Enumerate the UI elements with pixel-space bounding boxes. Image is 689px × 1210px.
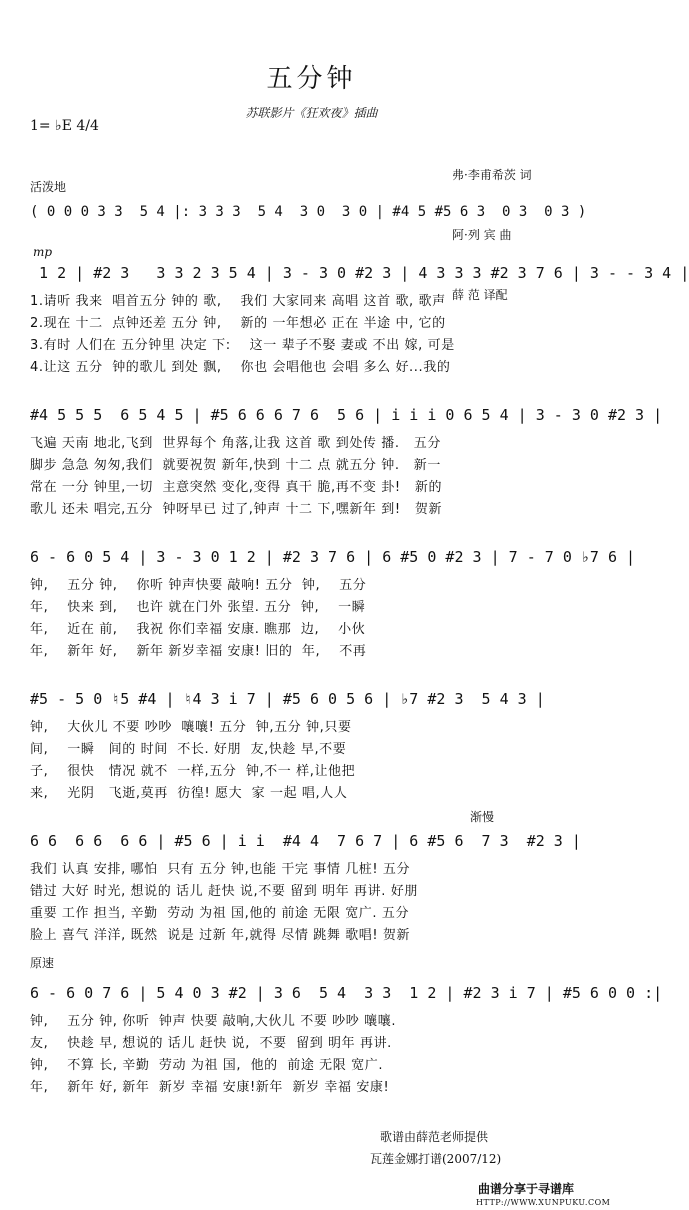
lyrics-row-1-verse-2: 2.现在 十二 点钟还差 五分 钟, 新的 一年想必 正在 半途 中, 它的 (30, 316, 446, 331)
lyrics-row-2-verse-3: 常在 一分 钟里,一切 主意突然 变化,变得 真干 脆,再不变 卦! 新的 (30, 480, 443, 495)
lyrics-row-2-verse-2: 脚步 急急 匆匆,我们 就要祝贺 新年,快到 十二 点 就五分 钟. 新一 (30, 458, 441, 473)
lyrics-row-3-verse-3: 年, 近在 前, 我祝 你们幸福 安康. 瞧那 边, 小伙 (30, 622, 366, 637)
composer-credit: 阿·列 宾 曲 (452, 228, 512, 242)
lyrics-row-2-verse-4: 歌儿 还未 唱完,五分 钟呀早已 过了,钟声 十二 下,嘿新年 到! 贺新 (30, 502, 443, 517)
tempo-change-a-tempo: 原速 (30, 956, 55, 970)
lyrics-row-3-verse-2: 年, 快来 到, 也许 就在门外 张望. 五分 钟, 一瞬 (30, 600, 366, 615)
lyrics-row-4-verse-4: 来, 光阴 飞逝,莫再 彷徨! 愿大 家 一起 唱,人人 (30, 786, 348, 801)
site-url[interactable]: HTTP://WWW.XUNPUKU.COM (476, 1198, 611, 1207)
key-signature: 1= ♭E 4/4 (30, 118, 99, 134)
lyrics-row-4-verse-2: 间, 一瞬 间的 时间 不长. 好朋 友,快趁 早,不要 (30, 742, 347, 757)
melody-row-6: 6 - 6 0 7 6 | 5 4 0 3 #2 | 3 6 5 4 3 3 1 2 | #2 3 i 7 | #5 6 0 0 :| (30, 984, 663, 1002)
lyrics-row-6-verse-3: 钟, 不算 长, 辛勤 劳动 为祖 国, 他的 前途 无限 宽广. (30, 1058, 384, 1073)
lyrics-row-2-verse-1: 飞遍 天南 地北,飞到 世界每个 角落,让我 这首 歌 到处传 播. 五分 (30, 436, 441, 451)
song-subtitle: 苏联影片《狂欢夜》插曲 (245, 106, 378, 120)
dynamic-marking: mp (33, 245, 53, 259)
lyrics-row-1-verse-3: 3.有时 人们在 五分钟里 决定 下: 这一 辈子不娶 妻或 不出 嫁, 可是 (30, 338, 455, 353)
lyrics-row-1-verse-4: 4.让这 五分 钟的歌儿 到处 飘, 你也 会唱他也 会唱 多么 好...我的 (30, 360, 451, 375)
lyricist-credit: 弗·李甫希茨 词 (452, 168, 532, 182)
lyrics-row-6-verse-2: 友, 快趁 早, 想说的 话儿 赶快 说, 不要 留到 明年 再讲. (30, 1036, 392, 1051)
lyrics-row-6-verse-1: 钟, 五分 钟, 你听 钟声 快要 敲响,大伙儿 不要 吵吵 嚷嚷. (30, 1014, 397, 1029)
melody-row-5: 6 6 6 6 6 6 | #5 6 | i i #4 4 7 6 7 | 6 #5 6 7 3 #2 3 | (30, 832, 581, 850)
credits (452, 125, 532, 325)
lyrics-row-5-verse-3: 重要 工作 担当, 辛勤 劳动 为祖 国,他的 前途 无限 宽广. 五分 (30, 906, 410, 921)
score-provider-note: 歌谱由薛范老师提供 (380, 1130, 489, 1144)
lyrics-row-3-verse-4: 年, 新年 好, 新年 新岁幸福 安康! 旧的 年, 不再 (30, 644, 367, 659)
melody-row-2: #4 5 5 5 6 5 4 5 | #5 6 6 6 7 6 5 6 | i i i 0 6 5 4 | 3 - 3 0 #2 3 | (30, 406, 663, 424)
melody-row-1: 1 2 | #2 3 3 3 2 3 5 4 | 3 - 3 0 #2 3 | 4 3 3 3 #2 3 7 6 | 3 - - 3 4 | (30, 264, 689, 282)
lyrics-row-6-verse-4: 年, 新年 好, 新年 新岁 幸福 安康!新年 新岁 幸福 安康! (30, 1080, 390, 1095)
lyrics-row-4-verse-1: 钟, 大伙儿 不要 吵吵 嚷嚷! 五分 钟,五分 钟,只要 (30, 720, 352, 735)
lyrics-row-3-verse-1: 钟, 五分 钟, 你听 钟声快要 敲响! 五分 钟, 五分 (30, 578, 367, 593)
lyrics-row-4-verse-3: 子, 很快 情况 就不 一样,五分 钟,不一 样,让他把 (30, 764, 356, 779)
tempo-marking: 活泼地 (30, 180, 67, 194)
lyrics-row-5-verse-1: 我们 认真 安排, 哪怕 只有 五分 钟,也能 干完 事情 几桩! 五分 (30, 862, 411, 877)
site-banner: 曲谱分享于寻谱库 (478, 1182, 575, 1196)
song-title: 五分钟 (266, 64, 357, 94)
melody-row-4: #5 - 5 0 ♮5 #4 | ♮4 3 i 7 | #5 6 0 5 6 | ♭7 #2 3 5 4 3 | (30, 690, 545, 708)
intro-melody: ( 0 0 0 3 3 5 4 |: 3 3 3 5 4 3 0 3 0 | #4 5 #5 6 3 0 3 0 3 ) (30, 204, 587, 220)
typesetter-note: 瓦莲金娜打谱(2007/12) (370, 1152, 502, 1166)
lyrics-row-5-verse-4: 脸上 喜气 洋洋, 既然 说是 过新 年,就得 尽情 跳舞 歌唱! 贺新 (30, 928, 411, 943)
lyrics-row-1-verse-1: 1.请听 我来 唱首五分 钟的 歌, 我们 大家同来 高唱 这首 歌, 歌声 (30, 294, 446, 309)
tempo-change-ritardando: 渐慢 (470, 810, 495, 824)
melody-row-3: 6 - 6 0 5 4 | 3 - 3 0 1 2 | #2 3 7 6 | 6 #5 0 #2 3 | 7 - 7 0 ♭7 6 | (30, 548, 636, 566)
translator-credit: 薛 范 译配 (452, 288, 508, 302)
lyrics-row-5-verse-2: 错过 大好 时光, 想说的 话儿 赶快 说,不要 留到 明年 再讲. 好朋 (30, 884, 418, 899)
